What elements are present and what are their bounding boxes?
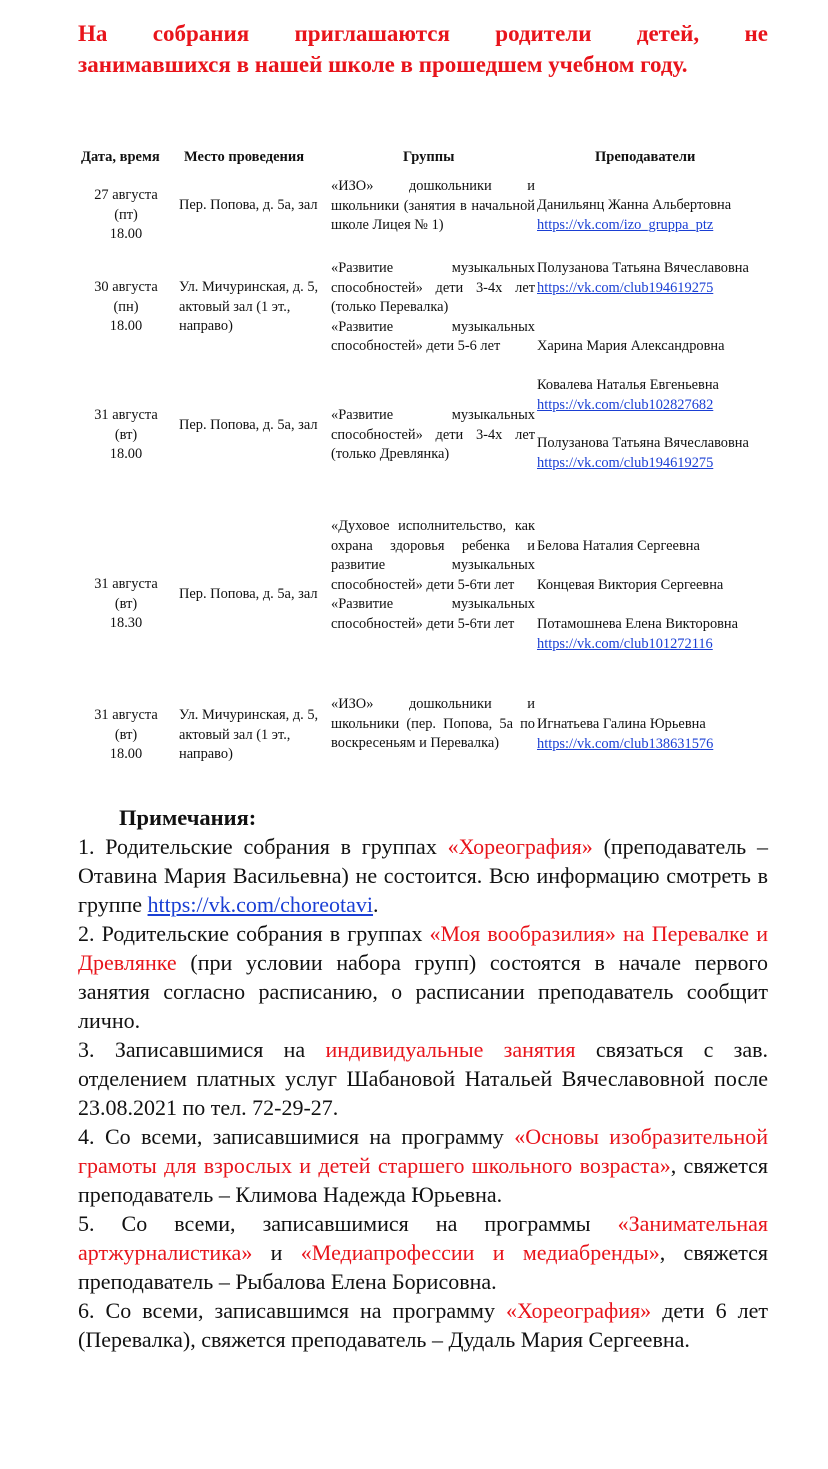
invitation-heading bbox=[78, 18, 768, 80]
note-4: 4. Со всеми, записавшимися на программу «Основы изобразительной грамоты для взрослых и детей старшего школьного возраста», свяжется преподаватель – Климова Надежда Юрьевна. bbox=[78, 1124, 769, 1207]
notes-section bbox=[78, 803, 768, 1354]
teacher-name: Потамошнева Елена Викторовна bbox=[537, 616, 739, 632]
row-teachers bbox=[537, 715, 769, 754]
teacher-name: Игнатьева Галина Юрьевна bbox=[537, 716, 706, 732]
teacher-group-link[interactable]: https://vk.com/izo_gruppa_ptz bbox=[537, 216, 714, 233]
row-date: 31 августа (вт) 18.30 bbox=[94, 576, 158, 631]
row-date: 30 августа (пн) 18.00 bbox=[94, 279, 158, 334]
teacher-name: Ковалева Наталья Евгеньевна bbox=[537, 377, 719, 393]
row-date: 31 августа (вт) 18.00 bbox=[94, 407, 158, 462]
note-6: 6. Со всеми, записавшимся на программу «Хореография» дети 6 лет (Перевалка), свяжется преподаватель – Дудаль Мария Сергеевна. bbox=[78, 1298, 768, 1352]
teacher-name: Полузанова Татьяна Вячеславовна bbox=[537, 260, 749, 276]
header-place: Место проведения bbox=[184, 149, 305, 165]
header-groups: Группы bbox=[403, 149, 455, 165]
row-groups: «Духовое исполнительство, как охрана здоровья ребенка и развитие музыкальных способностей» дети 5-6ти лет «Развитие музыкальных способностей» дети 5-6ти лет bbox=[331, 518, 535, 632]
row-groups: «ИЗО» дошкольники и школьники (пер. Попова, 5а по воскресеньям и Перевалка) bbox=[331, 696, 535, 751]
teacher-group-link[interactable]: https://vk.com/club194619275 bbox=[537, 454, 714, 471]
note-2: 2. Родительские собрания в группах «Моя вообразилия» на Перевалке и Древлянке (при условии набора групп) состоятся в начале первого занятия согласно расписанию, о расписании преподаватель сообщит лично. bbox=[78, 921, 768, 1033]
note-3: 3. Записавшимися на индивидуальные занятия связаться с зав. отделением платных услуг Шабановой Натальей Вячеславовной после 23.08.2021 по тел. 72-29-27. bbox=[78, 1037, 768, 1120]
teacher-name: Харина Мария Александровна bbox=[537, 338, 725, 354]
note-5: 5. Со всеми, записавшимися на программы «Занимательная артжурналистика» и «Медиапрофессии и медиабренды», свяжется преподаватель – Рыбалова Елена Борисовна. bbox=[78, 1211, 768, 1294]
choreotavi-link[interactable]: https://vk.com/choreotavi bbox=[147, 892, 374, 917]
row-place: Пер. Попова, д. 5а, зал bbox=[179, 586, 318, 602]
row-teachers bbox=[537, 196, 769, 235]
teacher-name: Белова Наталия Сергеевна bbox=[537, 538, 700, 554]
teacher-name: Концевая Виктория Сергеевна bbox=[537, 577, 724, 593]
row-groups: «Развитие музыкальных способностей» дети 3-4х лет (только Древлянка) bbox=[331, 407, 535, 462]
teacher-group-link[interactable]: https://vk.com/club138631576 bbox=[537, 735, 714, 752]
notes-title: Примечания: bbox=[119, 805, 257, 830]
header-date: Дата, время bbox=[81, 149, 160, 165]
teacher-group-link[interactable]: https://vk.com/club102827682 bbox=[537, 396, 714, 413]
teacher-group-link[interactable]: https://vk.com/club194619275 bbox=[537, 279, 714, 296]
row-groups: «ИЗО» дошкольники и школьники (занятия в начальной школе Лицея № 1) bbox=[331, 178, 535, 233]
row-place: Ул. Мичуринская, д. 5, актовый зал (1 эт., направо) bbox=[179, 279, 319, 334]
row-date: 27 августа (пт) 18.00 bbox=[94, 187, 158, 242]
teacher-name: Полузанова Татьяна Вячеславовна bbox=[537, 435, 749, 451]
heading-line-1: На собрания приглашаются родители детей, не bbox=[78, 21, 768, 46]
row-place: Ул. Мичуринская, д. 5, актовый зал (1 эт., направо) bbox=[179, 707, 319, 762]
row-place: Пер. Попова, д. 5а, зал bbox=[179, 417, 318, 433]
row-place: Пер. Попова, д. 5а, зал bbox=[179, 197, 318, 213]
teacher-group-link[interactable]: https://vk.com/club101272116 bbox=[537, 635, 713, 652]
note-1: 1. Родительские собрания в группах «Хореография» (преподаватель – Отавина Мария Васильевна) не состоится. Всю информацию смотреть в группе https://vk.com/choreotavi. bbox=[78, 834, 768, 917]
row-date: 31 августа (вт) 18.00 bbox=[94, 707, 158, 762]
heading-line-2: занимавшихся в нашей школе в прошедшем учебном году. bbox=[78, 52, 688, 77]
teacher-name: Данильянц Жанна Альбертовна bbox=[537, 197, 732, 213]
row-groups: «Развитие музыкальных способностей» дети 3-4х лет (только Перевалка) «Развитие музыкальных способностей» дети 5-6 лет bbox=[331, 260, 535, 354]
header-teachers: Преподаватели bbox=[595, 149, 696, 165]
